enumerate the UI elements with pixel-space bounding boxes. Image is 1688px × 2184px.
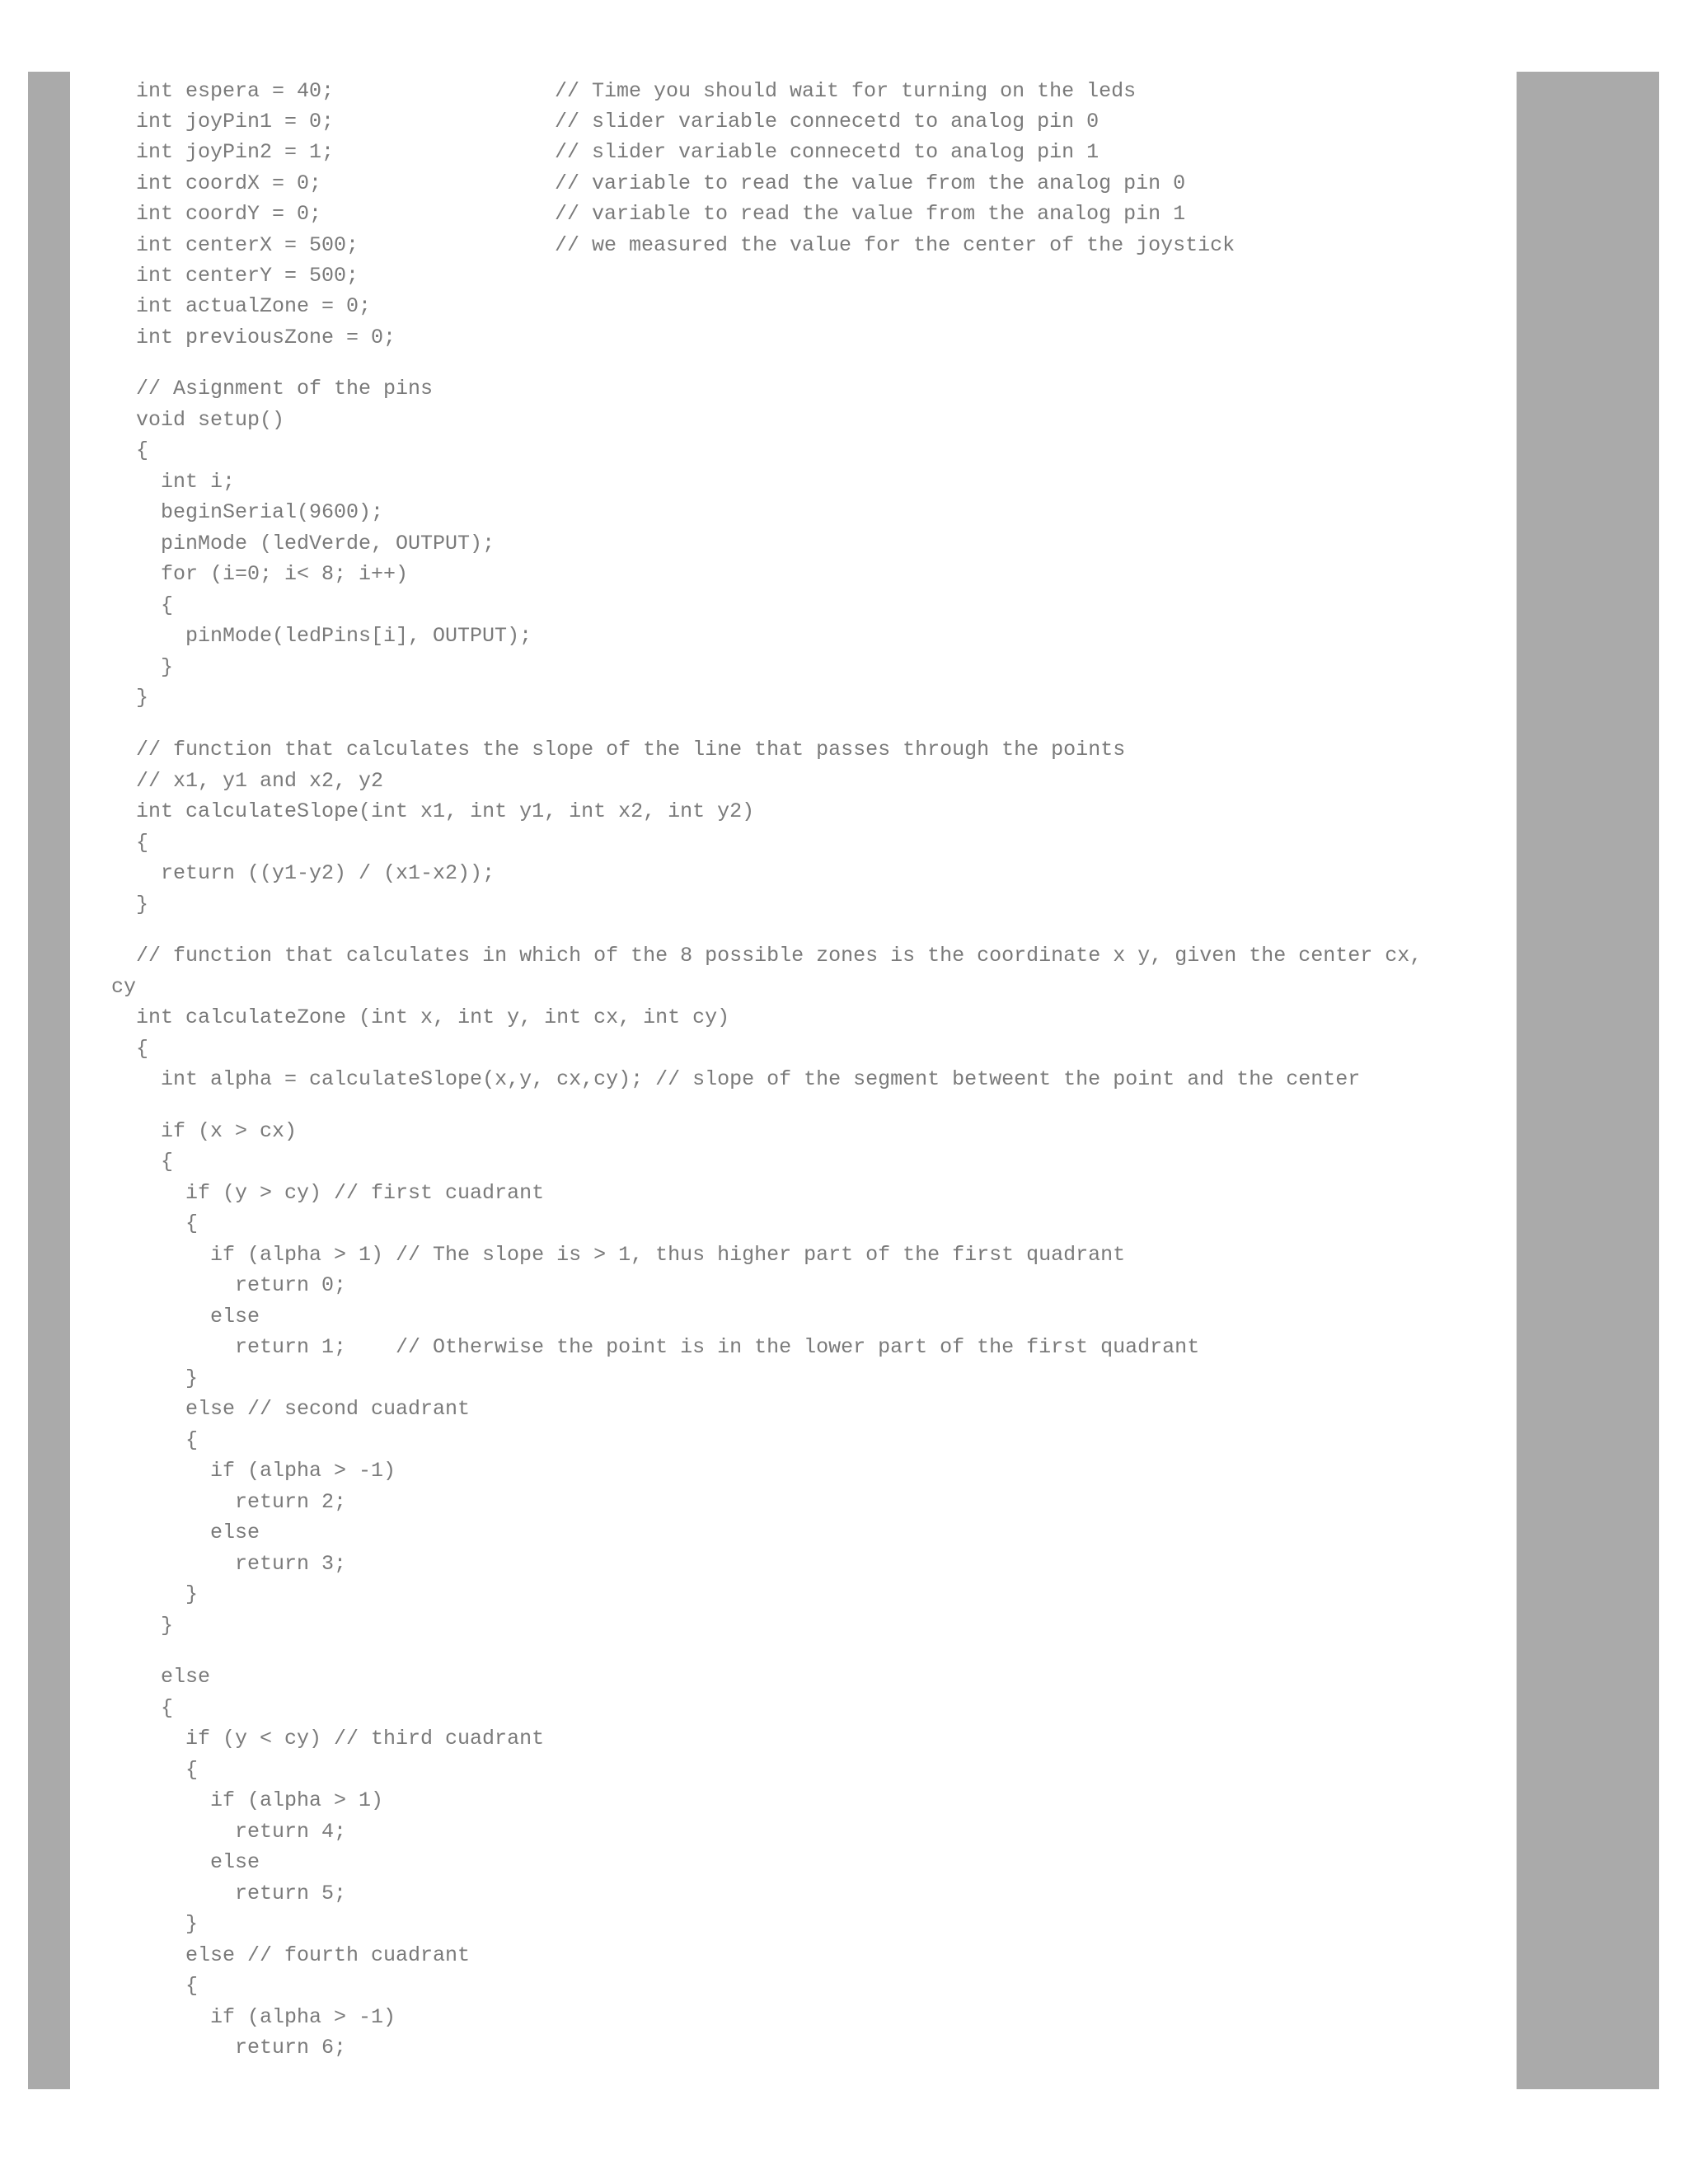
code-line: for (i=0; i< 8; i++)	[161, 562, 409, 586]
code-line: else	[161, 1665, 211, 1689]
code-line: int i;	[161, 470, 236, 494]
code-line: else	[210, 1521, 260, 1544]
code-line: }	[185, 1912, 199, 1936]
code-comment: // Asignment of the pins	[136, 377, 434, 401]
code-line: if (alpha > 1)	[210, 1788, 384, 1812]
code-line: if (alpha > 1) // The slope is > 1, thus higher part of the first quadrant	[210, 1243, 1126, 1267]
code-line: else	[210, 1850, 260, 1874]
code-line: int coordX = 0;	[136, 171, 322, 195]
code-line: }	[185, 1582, 199, 1606]
code-comment: // x1, y1 and x2, y2	[136, 769, 384, 793]
code-line: int coordY = 0;	[136, 202, 322, 226]
code-line: int calculateSlope(int x1, int y1, int x2, int y2)	[136, 799, 755, 823]
code-line: return 5;	[235, 1882, 347, 1905]
code-comment: // function that calculates in which of the 8 possible zones is the coordinate x y, given the center cx,	[136, 944, 1423, 968]
code-line: {	[161, 1150, 174, 1174]
code-line: int centerY = 500;	[136, 264, 359, 288]
code-comment: // variable to read the value from the analog pin 1	[555, 202, 1186, 226]
code-line: if (alpha > -1)	[210, 2005, 396, 2029]
code-line: {	[185, 1974, 199, 1998]
code-comment: // function that calculates the slope of the line that passes through the points	[136, 738, 1126, 762]
code-line: {	[185, 1212, 199, 1235]
code-line: int joyPin2 = 1;	[136, 140, 335, 164]
code-line: }	[161, 1614, 174, 1638]
code-line: }	[185, 1366, 199, 1390]
code-line: {	[161, 1696, 174, 1720]
code-comment: // slider variable connecetd to analog pin 0	[555, 110, 1100, 134]
code-line: if (alpha > -1)	[210, 1459, 396, 1483]
code-line: return 0;	[235, 1273, 347, 1297]
code-comment: cy	[111, 975, 137, 999]
code-line: {	[161, 593, 174, 617]
code-line: int alpha = calculateSlope(x,y, cx,cy); // slope of the segment betweent the point and the center	[161, 1067, 1361, 1091]
code-line: }	[136, 686, 149, 710]
code-line: if (y > cy) // first cuadrant	[185, 1181, 545, 1205]
code-line: else // fourth cuadrant	[185, 1943, 471, 1967]
code-line: {	[185, 1428, 199, 1452]
code-line: {	[136, 1037, 149, 1061]
code-line: return 4;	[235, 1820, 347, 1844]
code-line: int calculateZone (int x, int y, int cx, int cy)	[136, 1005, 730, 1029]
code-line: beginSerial(9600);	[161, 500, 384, 524]
code-line: int joyPin1 = 0;	[136, 110, 335, 134]
code-line: int previousZone = 0;	[136, 326, 396, 349]
code-line: int centerX = 500;	[136, 233, 359, 257]
code-line: return ((y1-y2) / (x1-x2));	[161, 861, 495, 885]
code-line: void setup()	[136, 408, 285, 432]
code-line: pinMode(ledPins[i], OUTPUT);	[185, 624, 532, 648]
code-line: else	[210, 1305, 260, 1329]
code-line: return 1; // Otherwise the point is in the lower part of the first quadrant	[235, 1335, 1200, 1359]
code-line: return 2;	[235, 1490, 347, 1514]
code-comment: // Time you should wait for turning on the leds	[555, 79, 1137, 103]
code-line: {	[136, 831, 149, 855]
code-line: int actualZone = 0;	[136, 294, 372, 318]
code-line: {	[136, 438, 149, 462]
code-line: {	[185, 1758, 199, 1782]
code-comment: // slider variable connecetd to analog pin 1	[555, 140, 1100, 164]
code-line: if (x > cx)	[161, 1119, 298, 1143]
code-line: int espera = 40;	[136, 79, 335, 103]
code-line: }	[136, 893, 149, 916]
code-comment: // variable to read the value from the analog pin 0	[555, 171, 1186, 195]
code-line: return 6;	[235, 2036, 347, 2060]
code-line: else // second cuadrant	[185, 1397, 471, 1421]
code-line: if (y < cy) // third cuadrant	[185, 1727, 545, 1750]
code-line: pinMode (ledVerde, OUTPUT);	[161, 532, 495, 555]
code-comment: // we measured the value for the center of the joystick	[555, 233, 1236, 257]
code-line: return 3;	[235, 1552, 347, 1576]
code-line: }	[161, 655, 174, 679]
